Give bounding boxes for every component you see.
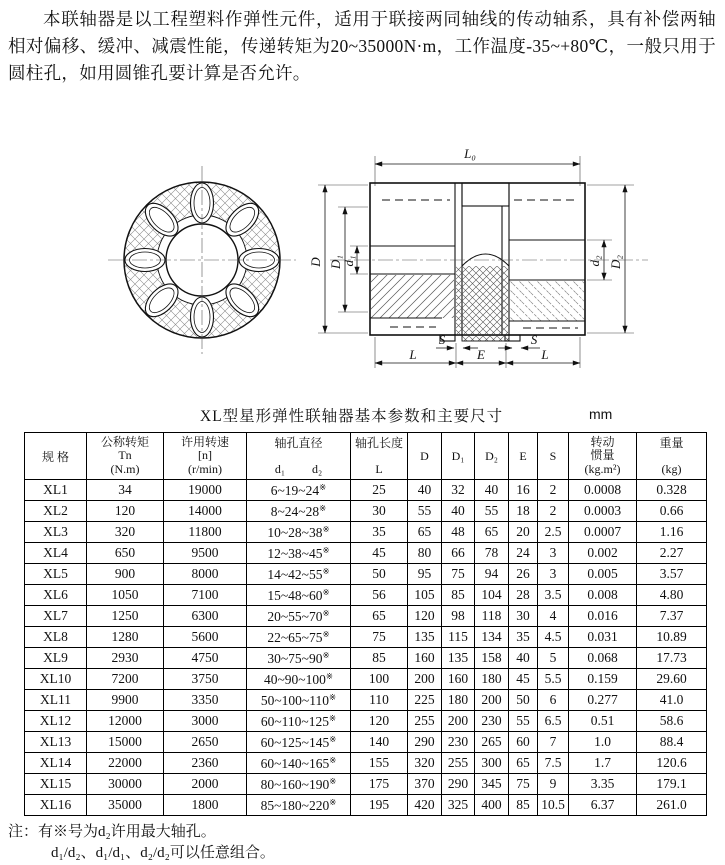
- dim-label-d2: d₂: [587, 255, 602, 267]
- cell-D: 80: [408, 543, 442, 564]
- cell-spec: XL1: [25, 480, 87, 501]
- cell-bore-length: 35: [351, 522, 408, 543]
- dim-label-D2: D₂: [608, 255, 623, 269]
- cell-bore-range: [247, 606, 351, 627]
- cell-inertia: 0.002: [569, 543, 637, 564]
- cell-torque: 120: [87, 501, 164, 522]
- cell-D2: 65: [475, 522, 509, 543]
- cell-spec: XL8: [25, 627, 87, 648]
- header-line: D₂: [485, 448, 498, 463]
- cell-bore-range: [247, 753, 351, 774]
- cell-torque: 900: [87, 564, 164, 585]
- coupling-drawing-svg: [0, 140, 725, 392]
- cell-torque: 7200: [87, 669, 164, 690]
- cell-speed: 7100: [164, 585, 247, 606]
- cell-D: 135: [408, 627, 442, 648]
- cell-D1: 180: [442, 690, 475, 711]
- cell-torque: 1280: [87, 627, 164, 648]
- cell-S: 6.5: [538, 711, 569, 732]
- cell-inertia: 0.51: [569, 711, 637, 732]
- cell-D2: 400: [475, 795, 509, 816]
- table-row: [25, 732, 707, 753]
- cell-weight: 29.60: [637, 669, 707, 690]
- cell-bore-range: [247, 522, 351, 543]
- table-title-row: [0, 404, 725, 426]
- bore-range-text: 60~110~125: [260, 713, 329, 729]
- cell-weight: 179.1: [637, 774, 707, 795]
- cell-speed: 3350: [164, 690, 247, 711]
- cell-D2: 40: [475, 480, 509, 501]
- cell-weight: 7.37: [637, 606, 707, 627]
- bore-range-text: 85~180~220: [260, 797, 330, 813]
- cell-E: 24: [509, 543, 538, 564]
- header-line: D₁: [451, 448, 465, 463]
- cell-speed: 2650: [164, 732, 247, 753]
- cell-E: 50: [509, 690, 538, 711]
- col-header-S: [538, 433, 569, 480]
- cell-D: 420: [408, 795, 442, 816]
- table-row: [25, 795, 707, 816]
- cell-S: 6: [538, 690, 569, 711]
- cell-D2: 200: [475, 690, 509, 711]
- cell-spec: XL3: [25, 522, 87, 543]
- cell-E: 55: [509, 711, 538, 732]
- table-row: [25, 585, 707, 606]
- parameters-table: [24, 432, 707, 816]
- cell-S: 2.5: [538, 522, 569, 543]
- cell-torque: 35000: [87, 795, 164, 816]
- header-line: 转动: [590, 434, 615, 449]
- cell-torque: 1050: [87, 585, 164, 606]
- cell-D2: 345: [475, 774, 509, 795]
- cell-inertia: 3.35: [569, 774, 637, 795]
- cell-bore-length: 45: [351, 543, 408, 564]
- cell-torque: 9900: [87, 690, 164, 711]
- col-header-spec: [25, 433, 87, 480]
- cell-bore-length: 50: [351, 564, 408, 585]
- cell-bore-length: 30: [351, 501, 408, 522]
- max-bore-mark: ※: [329, 733, 337, 744]
- cell-inertia: 0.277: [569, 690, 637, 711]
- header-line: 公称转矩: [100, 434, 149, 449]
- table-row: [25, 648, 707, 669]
- cell-D: 160: [408, 648, 442, 669]
- cell-S: 3: [538, 564, 569, 585]
- cell-D2: 134: [475, 627, 509, 648]
- cell-weight: 261.0: [637, 795, 707, 816]
- cell-spec: XL15: [25, 774, 87, 795]
- cell-bore-range: [247, 501, 351, 522]
- cell-speed: 11800: [164, 522, 247, 543]
- cell-D2: 118: [475, 606, 509, 627]
- header-line: Tn: [118, 448, 132, 463]
- cell-D1: 40: [442, 501, 475, 522]
- cell-S: 5.5: [538, 669, 569, 690]
- table-title: XL型星形弹性联轴器基本参数和主要尺寸: [200, 408, 504, 425]
- cell-D2: 104: [475, 585, 509, 606]
- cell-S: 2: [538, 480, 569, 501]
- cell-spec: XL2: [25, 501, 87, 522]
- cell-S: 5: [538, 648, 569, 669]
- col-header-bore-length: [351, 433, 408, 480]
- cell-S: 10.5: [538, 795, 569, 816]
- cell-E: 26: [509, 564, 538, 585]
- cell-D1: 325: [442, 795, 475, 816]
- cell-bore-range: [247, 690, 351, 711]
- bore-range-text: 12~38~45: [267, 545, 323, 561]
- cell-bore-length: 195: [351, 795, 408, 816]
- cell-inertia: 1.0: [569, 732, 637, 753]
- cell-D1: 230: [442, 732, 475, 753]
- max-bore-mark: ※: [329, 775, 337, 786]
- max-bore-mark: ※: [329, 796, 337, 807]
- cell-D1: 135: [442, 648, 475, 669]
- cell-S: 3: [538, 543, 569, 564]
- cell-bore-length: 120: [351, 711, 408, 732]
- max-bore-mark: ※: [322, 523, 330, 534]
- cell-bore-range: [247, 564, 351, 585]
- header-line: E: [519, 448, 527, 463]
- header-d1: d₁: [274, 461, 286, 476]
- cell-speed: 5600: [164, 627, 247, 648]
- cell-speed: 14000: [164, 501, 247, 522]
- cell-bore-range: [247, 711, 351, 732]
- dim-label-s-right: S: [530, 332, 538, 347]
- header-line: (N.m): [110, 461, 140, 476]
- cell-torque: 15000: [87, 732, 164, 753]
- cell-speed: 19000: [164, 480, 247, 501]
- cell-spec: XL9: [25, 648, 87, 669]
- cell-D1: 75: [442, 564, 475, 585]
- cell-E: 85: [509, 795, 538, 816]
- cell-bore-range: [247, 648, 351, 669]
- max-bore-mark: ※: [322, 586, 330, 597]
- cell-E: 28: [509, 585, 538, 606]
- header-line: 重量: [659, 436, 684, 450]
- cell-speed: 2000: [164, 774, 247, 795]
- bore-range-text: 60~140~165: [260, 755, 330, 771]
- cell-D1: 85: [442, 585, 475, 606]
- bore-range-text: 30~75~90: [267, 650, 323, 666]
- cell-weight: 88.4: [637, 732, 707, 753]
- cell-inertia: 0.0003: [569, 501, 637, 522]
- header-line: (r/min): [188, 461, 222, 476]
- header-line: 许用转速: [180, 434, 229, 449]
- cell-bore-range: [247, 795, 351, 816]
- cell-spec: XL14: [25, 753, 87, 774]
- header-line: (kg): [661, 461, 682, 476]
- cell-E: 35: [509, 627, 538, 648]
- header-line: S: [549, 448, 557, 463]
- cell-bore-range: [247, 627, 351, 648]
- cell-weight: 120.6: [637, 753, 707, 774]
- front-view: [108, 166, 296, 354]
- cell-inertia: 0.159: [569, 669, 637, 690]
- cell-spec: XL13: [25, 732, 87, 753]
- col-header-inertia: [569, 433, 637, 480]
- cell-D: 40: [408, 480, 442, 501]
- cell-speed: 2360: [164, 753, 247, 774]
- cell-E: 60: [509, 732, 538, 753]
- table-unit-label: mm: [589, 406, 613, 422]
- cell-S: 4: [538, 606, 569, 627]
- cell-inertia: 6.37: [569, 795, 637, 816]
- cell-torque: 1250: [87, 606, 164, 627]
- cell-S: 7.5: [538, 753, 569, 774]
- cell-spec: XL16: [25, 795, 87, 816]
- cell-speed: 1800: [164, 795, 247, 816]
- table-row: [25, 564, 707, 585]
- cell-bore-length: 175: [351, 774, 408, 795]
- bore-range-text: 14~42~55: [267, 566, 323, 582]
- cell-torque: 34: [87, 480, 164, 501]
- cell-spec: XL5: [25, 564, 87, 585]
- table-row: [25, 690, 707, 711]
- bore-range-text: 40~90~100: [264, 671, 326, 687]
- header-line: 轴孔直径: [274, 436, 323, 450]
- bore-range-text: 10~28~38: [267, 524, 323, 540]
- cell-bore-range: [247, 543, 351, 564]
- cell-D1: 200: [442, 711, 475, 732]
- cell-D2: 300: [475, 753, 509, 774]
- max-bore-mark: ※: [328, 712, 337, 723]
- header-line: 轴孔长度: [354, 436, 403, 450]
- cell-D1: 115: [442, 627, 475, 648]
- cell-D: 225: [408, 690, 442, 711]
- max-bore-mark: ※: [322, 607, 330, 618]
- note-line-1: 有※号为d₂许用最大轴孔。: [38, 824, 216, 840]
- cell-S: 7: [538, 732, 569, 753]
- table-row: [25, 711, 707, 732]
- header-line: (kg.m²): [584, 461, 621, 476]
- cell-S: 3.5: [538, 585, 569, 606]
- cell-bore-range: [247, 732, 351, 753]
- cell-D: 255: [408, 711, 442, 732]
- cell-bore-length: 85: [351, 648, 408, 669]
- col-header-speed: [164, 433, 247, 480]
- cell-D: 370: [408, 774, 442, 795]
- cell-weight: 58.6: [637, 711, 707, 732]
- max-bore-mark: ※: [319, 502, 327, 513]
- cell-inertia: 0.008: [569, 585, 637, 606]
- cell-torque: 12000: [87, 711, 164, 732]
- cell-weight: 0.66: [637, 501, 707, 522]
- cell-D: 55: [408, 501, 442, 522]
- table-row: [25, 669, 707, 690]
- cell-bore-range: [247, 480, 351, 501]
- cell-speed: 6300: [164, 606, 247, 627]
- bore-range-text: 15~48~60: [267, 587, 323, 603]
- cell-torque: 650: [87, 543, 164, 564]
- footnotes: [8, 822, 275, 864]
- header-d2: d₂: [311, 461, 323, 476]
- col-header-weight: [637, 433, 707, 480]
- cell-D: 200: [408, 669, 442, 690]
- dim-label-D: D: [308, 257, 323, 267]
- bore-range-text: 60~125~145: [260, 734, 330, 750]
- cell-D2: 158: [475, 648, 509, 669]
- cell-D1: 98: [442, 606, 475, 627]
- cell-torque: 320: [87, 522, 164, 543]
- cell-D2: 94: [475, 564, 509, 585]
- table-row: [25, 627, 707, 648]
- cell-S: 4.5: [538, 627, 569, 648]
- cell-weight: 41.0: [637, 690, 707, 711]
- cell-S: 9: [538, 774, 569, 795]
- cell-D1: 32: [442, 480, 475, 501]
- dim-label-l-right: L: [541, 347, 549, 362]
- table-row: [25, 606, 707, 627]
- cell-D: 105: [408, 585, 442, 606]
- cell-speed: 4750: [164, 648, 247, 669]
- cell-spec: XL7: [25, 606, 87, 627]
- cell-D: 290: [408, 732, 442, 753]
- cell-bore-length: 75: [351, 627, 408, 648]
- cell-spec: XL6: [25, 585, 87, 606]
- cell-weight: 4.80: [637, 585, 707, 606]
- cell-spec: XL11: [25, 690, 87, 711]
- max-bore-mark: ※: [322, 565, 330, 576]
- dim-label-l0: L₀: [464, 146, 476, 161]
- cell-bore-length: 100: [351, 669, 408, 690]
- cell-inertia: 0.0007: [569, 522, 637, 543]
- cell-speed: 9500: [164, 543, 247, 564]
- cell-D: 95: [408, 564, 442, 585]
- cell-D1: 66: [442, 543, 475, 564]
- cell-bore-length: 65: [351, 606, 408, 627]
- cell-D: 120: [408, 606, 442, 627]
- note-line-2: d₁/d₂、d₁/d₁、d₂/d₂可以任意组合。: [51, 845, 275, 861]
- dim-label-e: E: [477, 347, 485, 362]
- dim-label-D1: D₁: [328, 255, 343, 269]
- cell-spec: XL12: [25, 711, 87, 732]
- cell-bore-length: 155: [351, 753, 408, 774]
- cell-bore-length: 56: [351, 585, 408, 606]
- cell-weight: 3.57: [637, 564, 707, 585]
- table-header-row: [25, 433, 707, 480]
- dim-label-l-left: L: [409, 347, 417, 362]
- bore-range-text: 80~160~190: [260, 776, 330, 792]
- cell-D2: 55: [475, 501, 509, 522]
- cell-torque: 22000: [87, 753, 164, 774]
- cell-bore-length: 140: [351, 732, 408, 753]
- max-bore-mark: ※: [325, 670, 333, 681]
- cell-E: 45: [509, 669, 538, 690]
- col-header-E: [509, 433, 538, 480]
- cell-E: 75: [509, 774, 538, 795]
- cell-bore-range: [247, 774, 351, 795]
- cell-weight: 0.328: [637, 480, 707, 501]
- table-row: [25, 753, 707, 774]
- cell-D2: 230: [475, 711, 509, 732]
- bore-range-text: 20~55~70: [267, 608, 323, 624]
- cell-weight: 1.16: [637, 522, 707, 543]
- cell-bore-length: 25: [351, 480, 408, 501]
- dim-label-s-left: S: [438, 332, 446, 347]
- max-bore-mark: ※: [319, 481, 327, 492]
- header-line: 惯量: [590, 448, 615, 463]
- cell-speed: 8000: [164, 564, 247, 585]
- bore-range-text: 50~100~110: [260, 692, 329, 708]
- cell-E: 18: [509, 501, 538, 522]
- col-header-torque: [87, 433, 164, 480]
- col-header-D1: [442, 433, 475, 480]
- table-row: [25, 522, 707, 543]
- cell-E: 20: [509, 522, 538, 543]
- cell-inertia: 1.7: [569, 753, 637, 774]
- bore-range-text: 6~19~24: [270, 482, 320, 498]
- cell-inertia: 0.005: [569, 564, 637, 585]
- header-line: L: [375, 461, 383, 476]
- note-label: 注：: [8, 824, 39, 840]
- cell-weight: 10.89: [637, 627, 707, 648]
- cell-D1: 160: [442, 669, 475, 690]
- cell-weight: 2.27: [637, 543, 707, 564]
- cell-E: 40: [509, 648, 538, 669]
- cell-spec: XL4: [25, 543, 87, 564]
- bore-range-text: 22~65~75: [267, 629, 323, 645]
- table-row: [25, 480, 707, 501]
- cell-spec: XL10: [25, 669, 87, 690]
- table-row: [25, 543, 707, 564]
- cell-E: 65: [509, 753, 538, 774]
- col-header-D: [408, 433, 442, 480]
- col-header-D2: [475, 433, 509, 480]
- cell-weight: 17.73: [637, 648, 707, 669]
- cell-inertia: 0.0008: [569, 480, 637, 501]
- intro-paragraph: 本联轴器是以工程塑料作弹性元件，适用于联接两同轴线的传动轴系，具有补偿两轴相对偏移、缓冲、减震性能，传递转矩为20~35000N·m，工作温度-35~+80℃，一般只用于圆柱孔，如用圆锥孔要计算是否允许。: [8, 9, 716, 83]
- table-row: [25, 501, 707, 522]
- max-bore-mark: ※: [322, 649, 330, 660]
- cell-speed: 3750: [164, 669, 247, 690]
- dim-label-d1: d₁: [341, 255, 356, 267]
- cell-torque: 30000: [87, 774, 164, 795]
- cell-inertia: 0.016: [569, 606, 637, 627]
- max-bore-mark: ※: [322, 628, 330, 639]
- cell-bore-length: 110: [351, 690, 408, 711]
- cell-inertia: 0.031: [569, 627, 637, 648]
- header-line: [n]: [198, 448, 212, 463]
- cell-bore-range: [247, 669, 351, 690]
- cell-E: 30: [509, 606, 538, 627]
- max-bore-mark: ※: [329, 754, 337, 765]
- header-line: D: [420, 448, 429, 463]
- cell-speed: 3000: [164, 711, 247, 732]
- max-bore-mark: ※: [322, 544, 330, 555]
- cell-D: 320: [408, 753, 442, 774]
- header-line: 规 格: [41, 449, 69, 464]
- cell-bore-range: [247, 585, 351, 606]
- cell-inertia: 0.068: [569, 648, 637, 669]
- cell-D2: 78: [475, 543, 509, 564]
- cell-D: 65: [408, 522, 442, 543]
- section-view: [308, 146, 648, 368]
- cell-E: 16: [509, 480, 538, 501]
- max-bore-mark: ※: [328, 691, 337, 702]
- coupling-drawing: [0, 140, 725, 392]
- cell-torque: 2930: [87, 648, 164, 669]
- cell-D2: 265: [475, 732, 509, 753]
- table-row: [25, 774, 707, 795]
- cell-D2: 180: [475, 669, 509, 690]
- cell-S: 2: [538, 501, 569, 522]
- cell-D1: 48: [442, 522, 475, 543]
- cell-D1: 290: [442, 774, 475, 795]
- cell-D1: 255: [442, 753, 475, 774]
- bore-range-text: 8~24~28: [270, 503, 320, 519]
- col-header-bore-diameter: [247, 433, 351, 480]
